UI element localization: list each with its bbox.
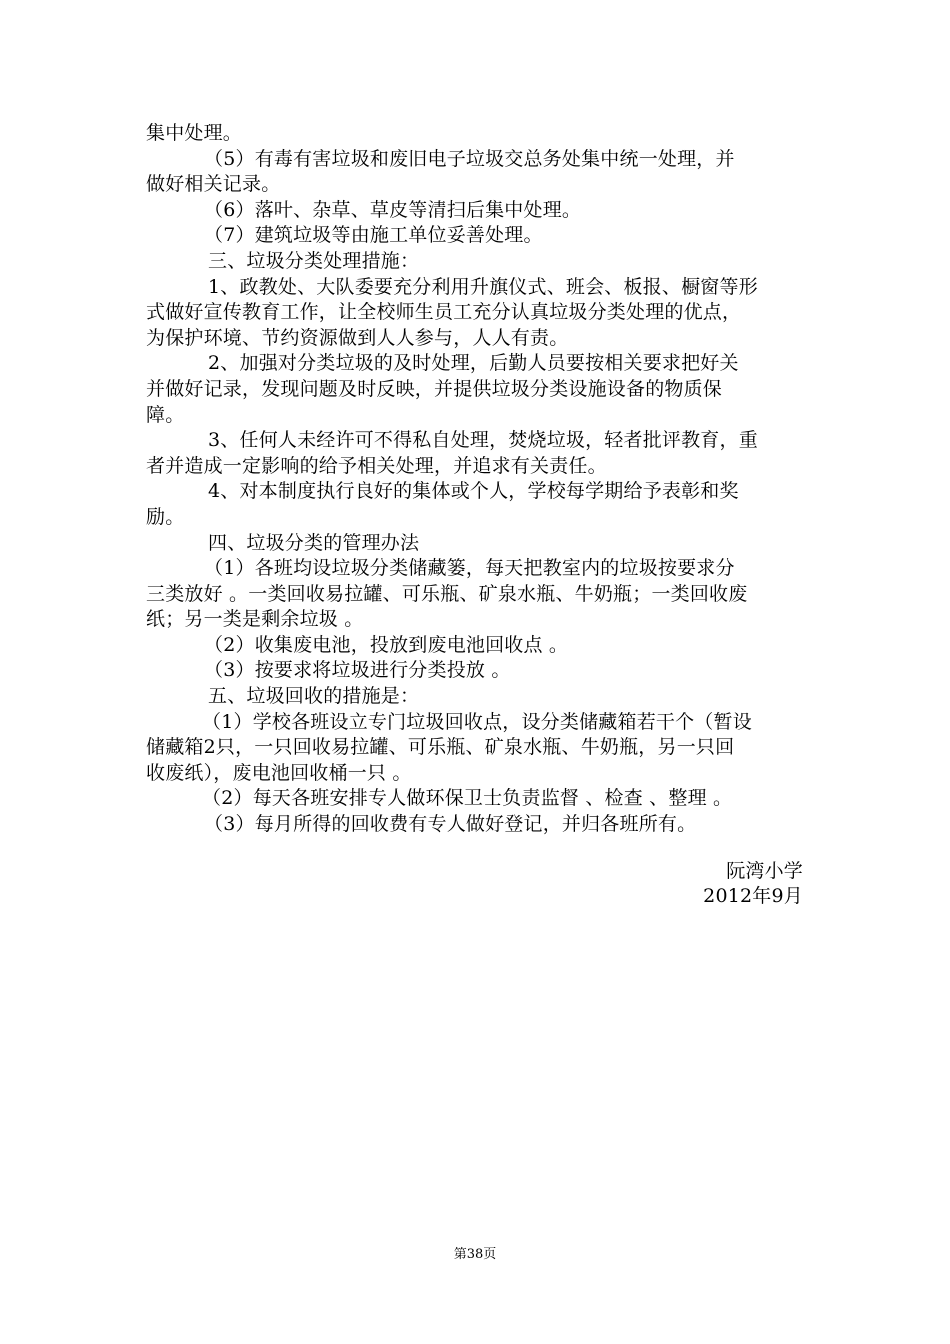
text-line: （1）学校各班设立专门垃圾回收点，设分类储藏箱若干个（暂设 xyxy=(202,710,752,733)
text-line: 者并造成一定影响的给予相关处理，并追求有关责任。 xyxy=(146,454,607,477)
spacer xyxy=(146,838,811,859)
text-line: （7）建筑垃圾等由施工单位妥善处理。 xyxy=(204,224,543,247)
section-heading: 四、垃圾分类的管理办法 xyxy=(208,531,420,554)
text-line: 纸；另一类是剩余垃圾 。 xyxy=(146,608,364,631)
text-line: 式做好宣传教育工作，让全校师生员工充分认真垃圾分类处理的优点， xyxy=(146,301,742,324)
text-line: 储藏箱2只，一只回收易拉罐、可乐瓶、矿泉水瓶、牛奶瓶，另一只回 xyxy=(146,736,735,759)
text-line: 收废纸），废电池回收桶一只 。 xyxy=(146,761,412,784)
text-line: （2）收集废电池，投放到废电池回收点 。 xyxy=(204,633,569,656)
text-line: 障。 xyxy=(146,403,185,426)
text-line: （3）每月所得的回收费有专人做好登记，并归各班所有。 xyxy=(204,813,697,836)
text-line: 并做好记录，发现问题及时反映，并提供垃圾分类设施设备的物质保 xyxy=(146,377,723,400)
text-line: 三类放好 。一类回收易拉罐、可乐瓶、矿泉水瓶、牛奶瓶；一类回收废 xyxy=(146,582,748,605)
text-line: 励。 xyxy=(146,505,185,528)
section-heading: 三、垃圾分类处理措施： xyxy=(208,249,420,272)
text-line: （1）各班均设垃圾分类储藏篓，每天把教室内的垃圾按要求分 xyxy=(204,557,735,580)
text-line: （2）每天各班安排专人做环保卫士负责监督 、检查 、整理 。 xyxy=(202,787,733,810)
section-heading: 五、垃圾回收的措施是： xyxy=(208,685,420,708)
document-body xyxy=(146,121,811,910)
text-line: （5）有毒有害垃圾和废旧电子垃圾交总务处集中统一处理，并 xyxy=(204,147,735,170)
text-line: 3、任何人未经许可不得私自处理，焚烧垃圾，轻者批评教育，重 xyxy=(208,429,758,452)
text-line: （6）落叶、杂草、草皮等清扫后集中处理。 xyxy=(204,198,582,221)
text-line: 4、对本制度执行良好的集体或个人，学校每学期给予表彰和奖 xyxy=(208,480,739,503)
text-line: 为保护环境、节约资源做到人人参与，人人有责。 xyxy=(146,326,569,349)
text-line: 2、加强对分类垃圾的及时处理，后勤人员要按相关要求把好关 xyxy=(208,352,739,375)
text-line: （3）按要求将垃圾进行分类投放 。 xyxy=(204,659,511,682)
text-line: 1、政教处、大队委要充分利用升旗仪式、班会、板报、橱窗等形 xyxy=(208,275,758,298)
text-line: 集中处理。 xyxy=(146,122,243,144)
page-number: 第38页 xyxy=(453,1247,497,1262)
signature-org: 阮湾小学 xyxy=(726,859,803,882)
signature-date: 2012年9月 xyxy=(703,885,803,908)
text-line: 做好相关记录。 xyxy=(146,173,281,196)
